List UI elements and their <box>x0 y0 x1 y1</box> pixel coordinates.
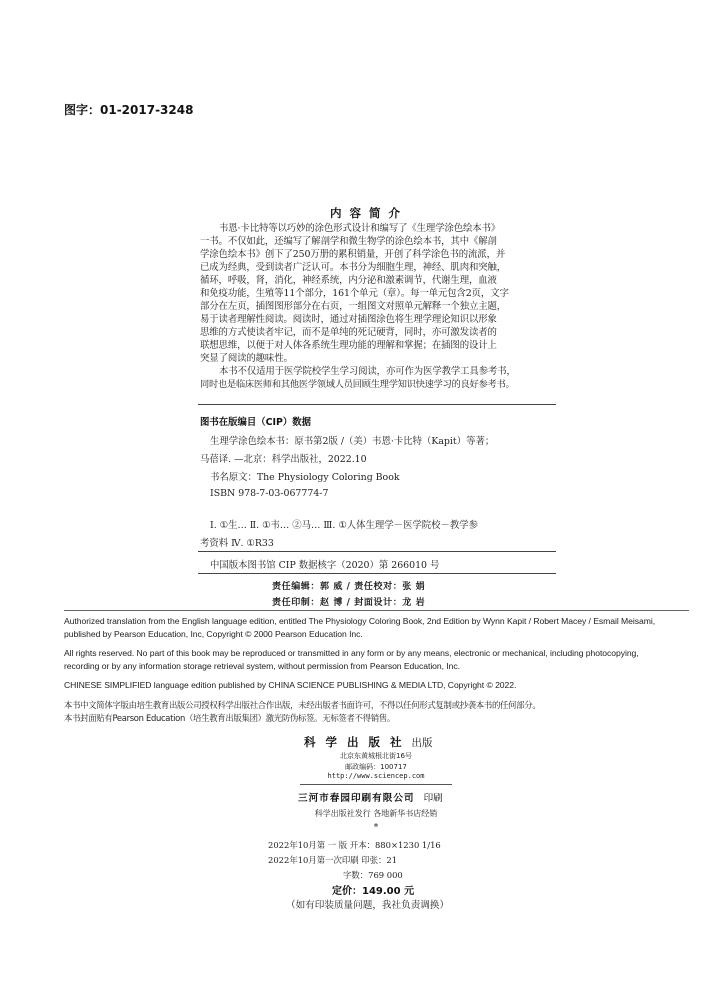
cip-original-title: 书名原文：The Physiology Coloring Book <box>210 472 400 483</box>
publisher-address: 北京东黄城根北街16号 <box>340 752 412 760</box>
editors-bottom-rule <box>64 610 689 611</box>
separator-star: * <box>373 823 379 833</box>
printer-suffix: 印刷 <box>423 793 443 804</box>
intro-title: 内 容 简 介 <box>330 206 403 220</box>
publisher-suffix: 出版 <box>411 737 433 749</box>
cip-classification-1: Ⅰ. ①生… Ⅱ. ①韦… ②马… Ⅲ. ①人体生理学－医学院校－教学参 <box>210 520 479 531</box>
cip-title-line: 生理学涂色绘本书：原书第2版 /（美）韦恩·卡比特（Kapit）等著； <box>210 436 495 447</box>
cip-classification-2: 考资料 Ⅳ. ①R33 <box>200 538 274 549</box>
intro-line: 和免疫功能，生殖等11个部分，161个单元（章）。每一单元包含2页，文字 <box>200 288 509 299</box>
intro-line: 本书不仅适用于医学院校学生学习阅读，亦可作为医学教学工具参考书， <box>219 366 516 377</box>
distribution-line: 科学出版社发行 各地新华书店经销 <box>314 809 438 818</box>
printer-line <box>298 790 443 804</box>
cip-top-rule <box>198 404 556 405</box>
cip-bottom-rule <box>198 573 556 574</box>
edition-word-count: 字数：769 000 <box>343 870 403 880</box>
cip-isbn: ISBN 978-7-03-067774-7 <box>210 488 329 499</box>
intro-line: 部分在左页，插图图形部分在右页，一组图文对照单元解释一个独立主题， <box>200 301 507 312</box>
book-registration-number: 图字：01-2017-3248 <box>64 103 194 117</box>
price: 定价：149.00 元 <box>332 886 415 897</box>
intro-line: 同时也是临床医师和其他医学领域人员回顾生理学知识快速学习的良好参考书。 <box>200 379 515 390</box>
quality-note: （如有印装质量问题，我社负责调换） <box>286 900 450 911</box>
cip-data-number: 中国版本图书馆 CIP 数据核字（2020）第 266010 号 <box>210 560 440 571</box>
publisher-name <box>304 734 433 750</box>
intro-line: 已成为经典，受到读者广泛认可。本书分为细胞生理，神经、肌肉和突触， <box>200 262 507 273</box>
intro-line: 一书。不仅如此，还编写了解剖学和微生物学的涂色绘本书，其中《解剖 <box>200 236 497 247</box>
chinese-notice-1: 本书中文简体字版由培生教育出版公司授权科学出版社合作出版，未经出版者书面许可，不得以任何形式复制或抄袭本书的任何部分。 <box>64 700 541 710</box>
intro-line: 易于读者理解性阅读。阅读时，通过对插图涂色将生理学理论知识以形象 <box>200 314 497 325</box>
edition-line-2: 2022年10月第一次印刷 印张：21 <box>268 855 398 865</box>
cip-middle-rule <box>198 551 556 552</box>
publisher-postcode: 邮政编码：100717 <box>345 763 407 771</box>
intro-line: 学涂色绘本书》创下了250万册的累积销量，开创了科学涂色书的流派，并 <box>200 249 506 260</box>
english-rights-2: recording or by any information storage retrieval system, without permission from Pearson Education, Inc. <box>64 661 460 671</box>
cip-translator-line: 马蓓译. —北京：科学出版社，2022.10 <box>200 454 367 465</box>
intro-line: 思维的方式使读者牢记，而不是单纯的死记硬背，同时，亦可激发读者的 <box>200 327 497 338</box>
publisher-website[interactable]: http://www.sciencep.com <box>327 772 425 780</box>
editors-line-2: 责任印制：赵 博 / 封面设计：龙 岩 <box>272 598 426 608</box>
english-edition-notice: CHINESE SIMPLIFIED language edition published by CHINA SCIENCE PUBLISHING & MEDIA LTD, Copyright © 2022. <box>64 680 517 690</box>
english-rights-1: All rights reserved. No part of this book may be reproduced or transmitted in any form or by any means, electronic or mechanical, including photocopying, <box>64 648 639 658</box>
intro-line: 韦恩·卡比特等以巧妙的涂色形式设计和编写了《生理学涂色绘本书》 <box>219 223 501 234</box>
english-authorization-1: Authorized translation from the English language edition, entitled The Physiology Coloring Book, 2nd Edition by Wynn Kapit / Robert Macey / Esmail Meisami, <box>64 616 656 626</box>
intro-line: 循环，呼吸，肾，消化，神经系统，内分泌和激素调节，代谢生理，血液 <box>200 275 497 286</box>
edition-line-1: 2022年10月第 一 版 开本：880×1230 1/16 <box>268 840 441 850</box>
intro-line: 突显了阅读的趣味性。 <box>200 353 293 364</box>
cip-heading: 图书在版编目（CIP）数据 <box>200 417 311 428</box>
chinese-notice-2: 本书封面贴有Pearson Education（培生教育出版集团）激光防伪标签。无标签者不得销售。 <box>64 713 395 723</box>
english-authorization-2: published by Pearson Education, Inc, Copyright © 2000 Pearson Education Inc. <box>64 629 363 639</box>
editors-line-1: 责任编辑：郭 威 / 责任校对：张 娟 <box>272 582 426 592</box>
publisher-name-text: 科 学 出 版 社 <box>304 735 405 749</box>
printer-name: 三河市春园印刷有限公司 <box>298 793 415 804</box>
intro-line: 联想思维，以便于对人体各系统生理功能的理解和掌握；在插图的设计上 <box>200 340 497 351</box>
publisher-rule <box>300 784 452 785</box>
